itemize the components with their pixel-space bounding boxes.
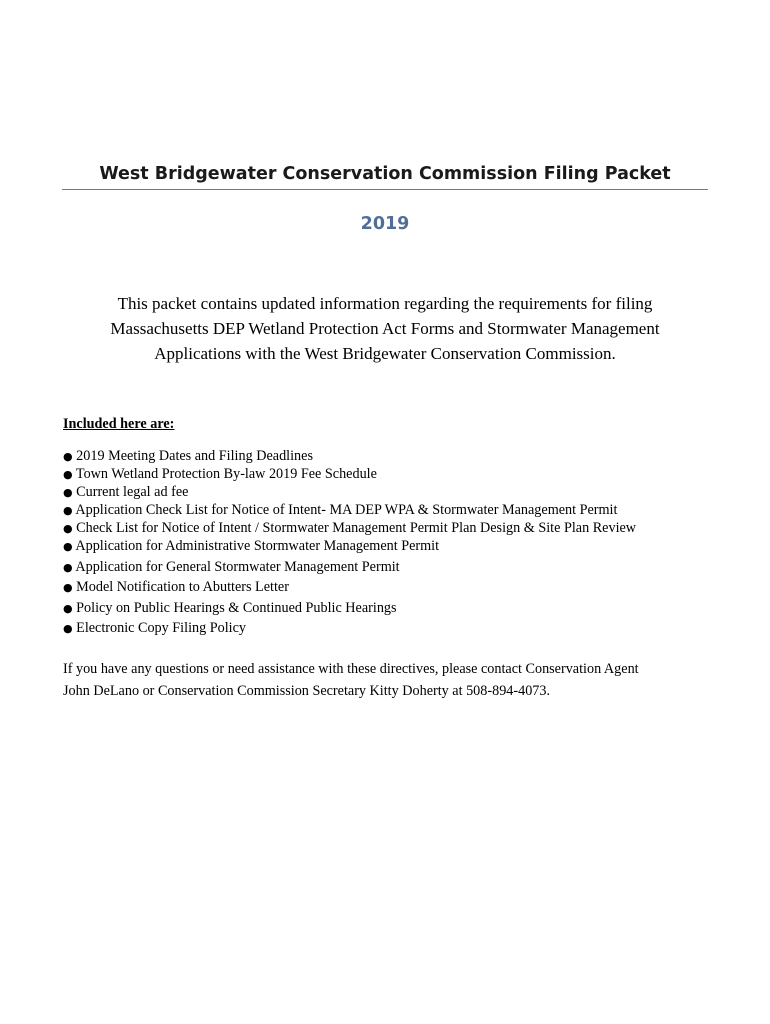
list-item-text: Model Notification to Abutters Letter — [76, 579, 289, 595]
list-item — [63, 558, 400, 577]
list-item-text: 2019 Meeting Dates and Filing Deadlines — [76, 448, 313, 464]
bullet-icon: ● — [63, 486, 73, 499]
list-item — [63, 447, 313, 466]
bullet-icon: ● — [63, 561, 73, 574]
list-item — [63, 578, 289, 597]
list-item-text: Policy on Public Hearings & Continued Public Hearings — [76, 600, 397, 616]
closing-line: John DeLano or Conservation Commission Secretary Kitty Doherty at 508-894-4073. — [63, 683, 551, 699]
list-item — [63, 519, 636, 538]
closing-paragraph — [63, 658, 723, 702]
list-item — [63, 501, 617, 520]
bullet-icon: ● — [63, 622, 73, 635]
list-item — [63, 537, 439, 556]
list-item — [63, 465, 377, 484]
intro-paragraph — [62, 291, 708, 366]
bullet-icon: ● — [63, 450, 73, 463]
included-heading: Included here are: — [63, 416, 175, 432]
closing-line: If you have any questions or need assistance with these directives, please contact Conservation Agent — [63, 661, 639, 677]
title-underline-rule — [62, 189, 708, 190]
bullet-icon: ● — [63, 602, 73, 615]
list-item-text: Check List for Notice of Intent / Stormwater Management Permit Plan Design & Site Plan Review — [76, 520, 637, 536]
list-item-text: Town Wetland Protection By-law 2019 Fee Schedule — [75, 466, 377, 482]
intro-line: Applications with the West Bridgewater Conservation Commission. — [154, 344, 616, 363]
intro-line: This packet contains updated information regarding the requirements for filing — [117, 294, 653, 313]
bullet-icon: ● — [63, 468, 73, 481]
list-item — [63, 483, 188, 502]
list-item-text: Current legal ad fee — [76, 484, 189, 500]
intro-line: Massachusetts DEP Wetland Protection Act Forms and Stormwater Management — [110, 319, 660, 338]
list-item — [63, 619, 246, 638]
list-item — [63, 599, 397, 618]
list-item-text: Application for Administrative Stormwater Management Permit — [75, 538, 440, 554]
bullet-icon: ● — [63, 581, 73, 594]
list-item-text: Application Check List for Notice of Intent- MA DEP WPA & Stormwater Management Permit — [75, 502, 618, 518]
document-title: West Bridgewater Conservation Commission Filing Packet — [99, 164, 671, 184]
bullet-icon: ● — [63, 522, 73, 535]
list-item-text: Electronic Copy Filing Policy — [76, 620, 246, 636]
bullet-icon: ● — [63, 504, 73, 517]
list-item-text: Application for General Stormwater Management Permit — [75, 559, 400, 575]
document-year: 2019 — [360, 214, 410, 234]
bullet-icon: ● — [63, 540, 73, 553]
